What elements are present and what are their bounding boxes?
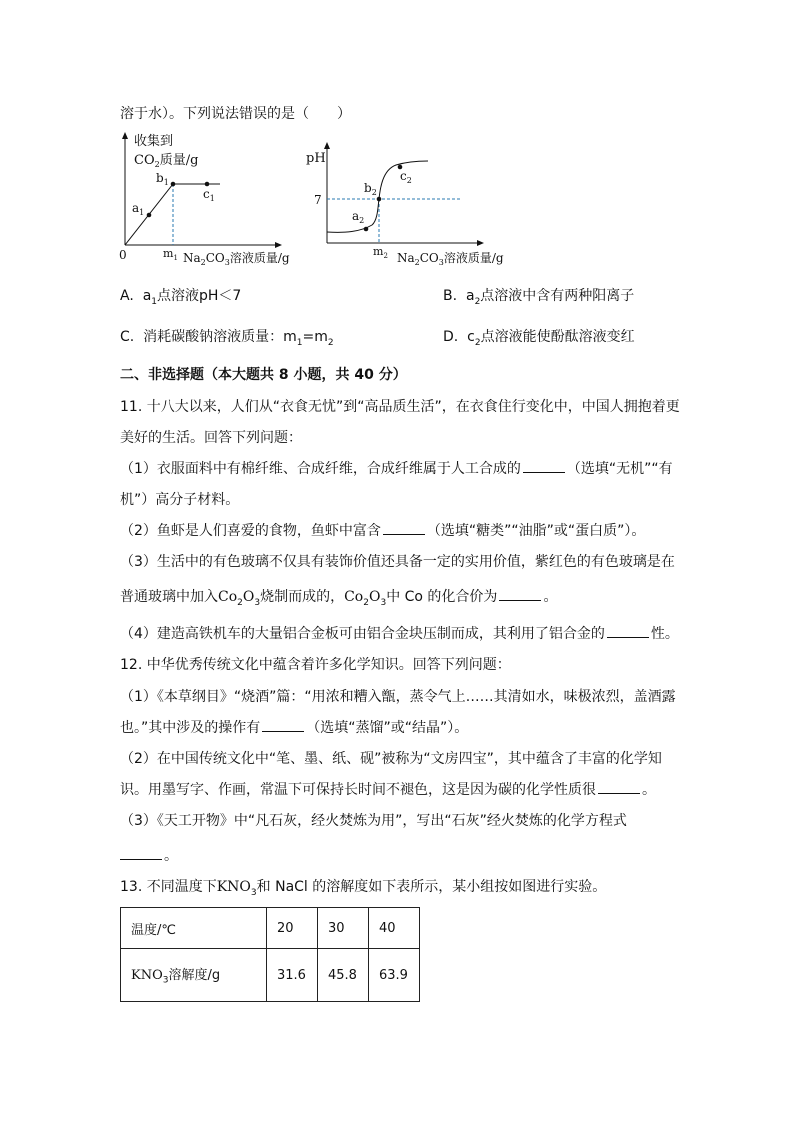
q11-stem-line2: 美好的生活。回答下列问题： xyxy=(120,430,302,446)
x-axis-arrow xyxy=(275,242,282,248)
q11-part2: （2）鱼虾是人们喜爱的食物，鱼虾中富含 （选填“糖类”“油脂”或“蛋白质”）。 xyxy=(120,523,646,539)
q12-part2-cont: 识。用墨写字、作画，常温下可保持长时间不褪色，这是因为碳的化学性质很 。 xyxy=(120,782,656,798)
y-label-line2: $CO_2$质量/g xyxy=(134,153,199,169)
x-tick-m2: $m_2$ xyxy=(373,245,388,260)
y-axis-arrow xyxy=(122,132,128,139)
answer-blank[interactable] xyxy=(120,858,162,860)
ph-chart xyxy=(300,140,530,268)
answer-blank[interactable] xyxy=(523,471,565,473)
option-a[interactable]: A. $a_1$点溶液pH＜7 xyxy=(120,288,242,307)
q12-part3: （3）《天工开物》中“凡石灰，经火焚炼为用”，写出“石灰”经火焚炼的化学方程式 xyxy=(120,813,627,829)
origin-label: 0 xyxy=(119,248,127,262)
x-tick-m1: $m_1$ xyxy=(163,247,178,262)
option-c[interactable]: C. 消耗碳酸钠溶液质量：$m_1=m_2$ xyxy=(120,329,334,348)
point-b1 xyxy=(171,182,176,187)
y-label-ph: pH xyxy=(306,151,326,166)
option-b[interactable]: B. $a_2$点溶液中含有两种阳离子 xyxy=(443,288,635,307)
label-a1: $a_1$ xyxy=(132,201,145,217)
q12-part2: （2）在中国传统文化中“笔、墨、纸、砚”被称为“文房四宝”，其中蕴含了丰富的化学知 xyxy=(120,751,662,767)
co2-mass-chart xyxy=(110,130,310,268)
y-label-line1: 收集到 xyxy=(134,134,174,149)
q11-part3-cont: 普通玻璃中加入$Co_2O_3$烧制而成的，$Co_2O_3$中 Co 的化合价为 。 xyxy=(120,589,558,608)
answer-blank[interactable] xyxy=(499,599,541,601)
point-a2 xyxy=(364,227,369,232)
y-tick-7: 7 xyxy=(314,193,322,207)
temp-cell: 30 xyxy=(318,908,369,949)
label-b1: $b_1$ xyxy=(156,171,169,187)
q12-stem: 12. 中华优秀传统文化中蕴含着许多化学知识。回答下列问题： xyxy=(120,657,511,673)
q11-part1: （1）衣服面料中有棉纤维、合成纤维，合成纤维属于人工合成的 （选填“无机”“有 xyxy=(120,461,673,477)
value-cell: 63.9 xyxy=(369,949,420,1002)
x-axis-label: $Na_2CO_3$溶液质量/g xyxy=(183,251,290,267)
answer-blank[interactable] xyxy=(262,730,304,732)
point-a1 xyxy=(147,213,152,218)
temp-cell: 20 xyxy=(267,908,318,949)
header-label: 温度/℃ xyxy=(121,908,267,949)
answer-blank[interactable] xyxy=(598,792,640,794)
answer-blank[interactable] xyxy=(383,533,425,535)
temp-cell: 40 xyxy=(369,908,420,949)
option-d[interactable]: D. $c_2$点溶液能使酚酞溶液变红 xyxy=(443,329,635,348)
x-axis-arrow xyxy=(477,240,484,246)
question-stem-tail: 溶于水）。下列说法错误的是（ ） xyxy=(120,106,351,122)
label-c2: $c_2$ xyxy=(400,169,412,185)
ph-curve xyxy=(327,161,428,232)
q11-stem-line1: 11. 十八大以来，人们从“衣食无忧”到“高品质生活”，在衣食住行变化中，中国人拥抱着更 xyxy=(120,399,680,415)
table-row xyxy=(121,908,420,949)
q12-part1-cont: 也。”其中涉及的操作有 （选填“蒸馏”或“结晶”）。 xyxy=(120,720,469,736)
y-axis-arrow xyxy=(324,142,330,149)
value-cell: 45.8 xyxy=(318,949,369,1002)
answer-blank[interactable] xyxy=(607,636,649,638)
point-b2 xyxy=(377,197,382,202)
x-axis-label: $Na_2CO_3$溶液质量/g xyxy=(397,251,504,267)
label-a2: $a_2$ xyxy=(352,209,365,225)
q12-part3-cont: 。 xyxy=(120,845,178,865)
section-title: 二、非选择题（本大题共 8 小题，共 40 分） xyxy=(120,367,407,383)
q11-part4: （4）建造高铁机车的大量铝合金板可由铝合金块压制而成，其利用了铝合金的 性。 xyxy=(120,626,679,642)
label-c1: $c_1$ xyxy=(203,187,215,203)
table-row xyxy=(121,949,420,1002)
value-cell: 31.6 xyxy=(267,949,318,1002)
point-c1 xyxy=(205,182,210,187)
q13-stem: 13. 不同温度下$KNO_3$和 NaCl 的溶解度如下表所示，某小组按如图进行实验。 xyxy=(120,879,607,898)
solubility-table xyxy=(120,907,420,1002)
label-b2: $b_2$ xyxy=(364,181,377,197)
row-label: $KNO_3$溶解度/g xyxy=(121,949,267,1002)
q12-part1: （1）《本草纲目》“烧酒”篇：“用浓和糟入甑，蒸令气上……其清如水，味极浓烈，盖酒露 xyxy=(120,689,676,705)
q11-part1-cont: 机”）高分子材料。 xyxy=(120,492,240,508)
q11-part3: （3）生活中的有色玻璃不仅具有装饰价值还具备一定的实用价值，紫红色的有色玻璃是在 xyxy=(120,554,675,570)
